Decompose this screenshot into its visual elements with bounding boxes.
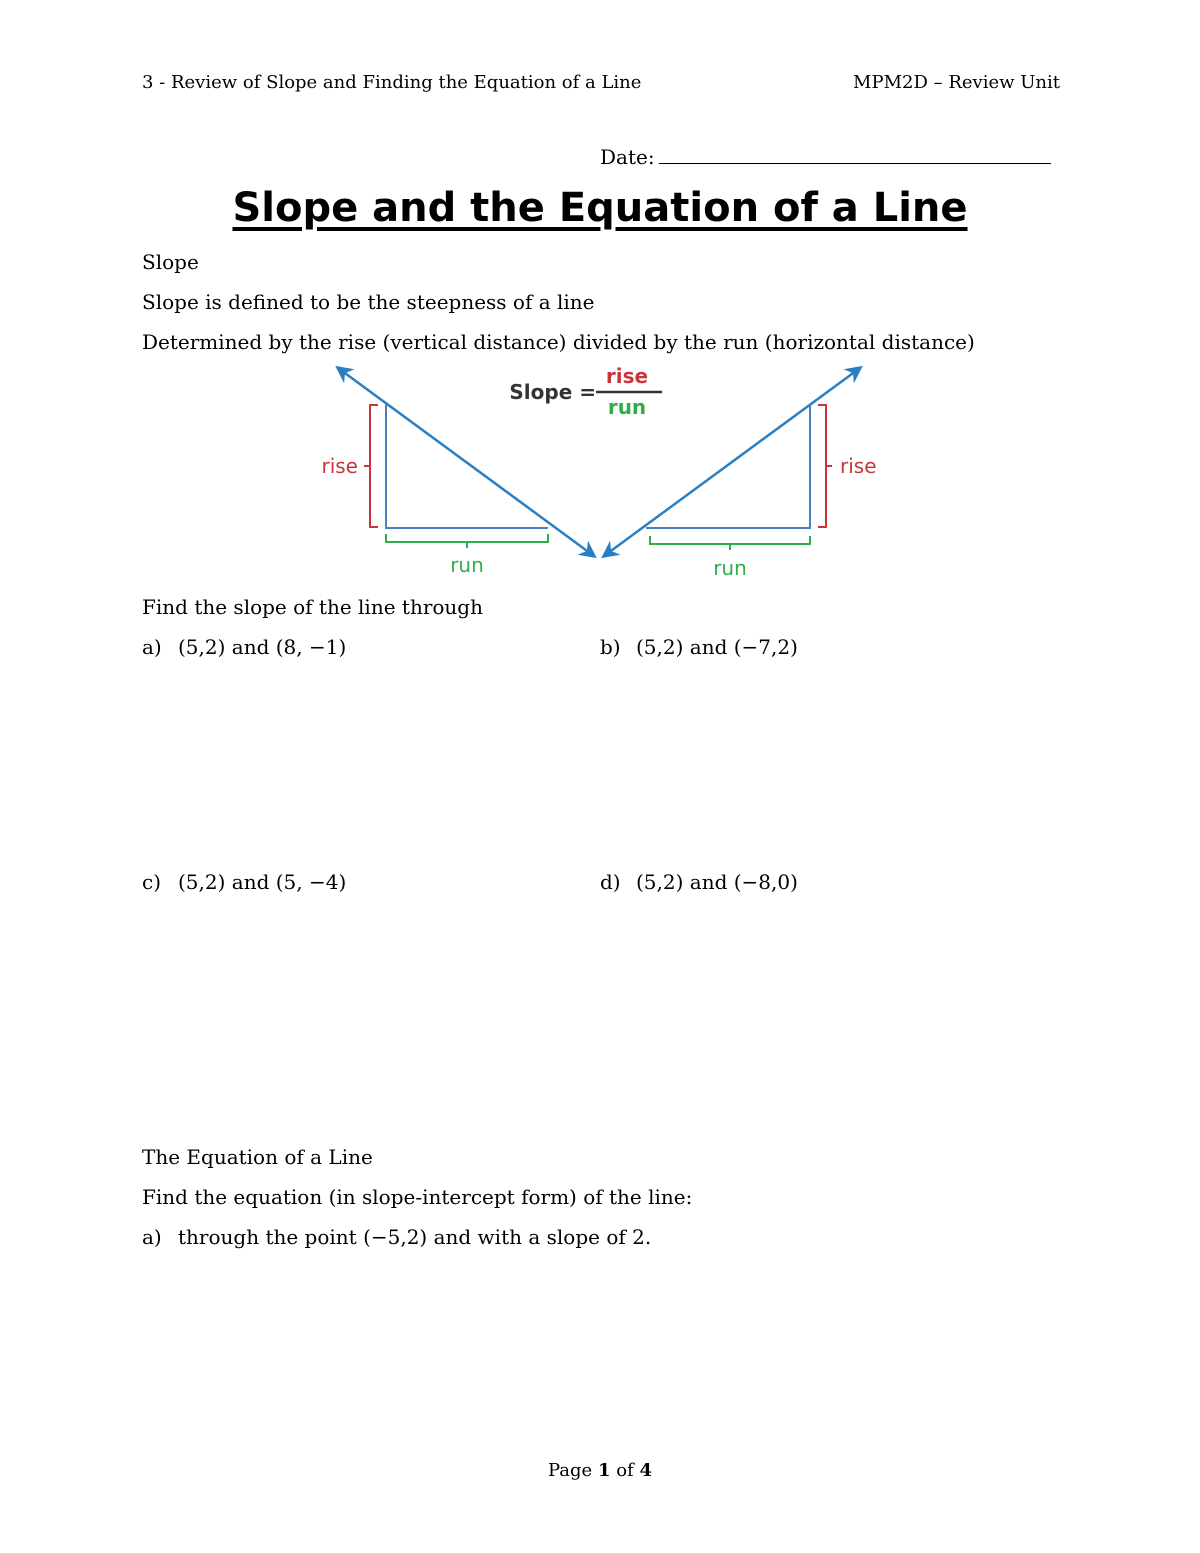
equation-heading: The Equation of a Line <box>142 1145 373 1169</box>
problem-label: a) <box>142 635 162 659</box>
equation-problem-a <box>142 1225 651 1249</box>
problem-text: (5,2) and (−8,0) <box>636 870 798 894</box>
right-rise-bracket <box>818 405 832 527</box>
problem-label: d) <box>600 870 621 894</box>
page-number: 1 <box>597 1460 611 1481</box>
problem-text: through the point (−5,2) and with a slope of 2. <box>178 1225 652 1249</box>
header-right: MPM2D – Review Unit <box>853 72 1060 93</box>
slope-problem-b <box>600 635 798 659</box>
slope-problem-a <box>142 635 346 659</box>
slope-diagram <box>290 362 890 582</box>
slope-determined: Determined by the rise (vertical distance) divided by the run (horizontal distance) <box>142 330 975 354</box>
problem-text: (5,2) and (5, −4) <box>178 870 347 894</box>
problem-label: b) <box>600 635 621 659</box>
formula-numerator: rise <box>605 364 649 388</box>
page-total: 4 <box>639 1460 652 1481</box>
slope-heading: Slope <box>142 250 199 274</box>
formula-denominator: run <box>607 395 647 419</box>
slope-formula-label: Slope = <box>509 380 596 404</box>
page-title: Slope and the Equation of a Line <box>232 185 968 231</box>
page-word: Page <box>548 1460 593 1481</box>
date-label: Date: <box>600 145 655 169</box>
left-rise-label: rise <box>321 454 358 478</box>
right-run-label: run <box>713 556 747 580</box>
equation-prompt: Find the equation (in slope-intercept form) of the line: <box>142 1185 693 1209</box>
problem-label: a) <box>142 1225 162 1249</box>
left-run-label: run <box>450 553 484 577</box>
date-field <box>600 145 1051 169</box>
page-footer <box>0 1460 1200 1481</box>
left-run-bracket <box>386 534 548 548</box>
slope-problem-c <box>142 870 346 894</box>
problem-text: (5,2) and (8, −1) <box>178 635 347 659</box>
problem-label: c) <box>142 870 162 894</box>
date-blank-line <box>659 149 1051 164</box>
of-word: of <box>616 1460 634 1481</box>
right-rise-label: rise <box>840 454 877 478</box>
left-rise-bracket <box>364 405 378 527</box>
problem-text: (5,2) and (−7,2) <box>636 635 798 659</box>
slope-problem-d <box>600 870 798 894</box>
slope-definition: Slope is defined to be the steepness of a line <box>142 290 595 314</box>
find-slope-prompt: Find the slope of the line through <box>142 595 483 619</box>
header-left: 3 - Review of Slope and Finding the Equation of a Line <box>142 72 642 93</box>
right-run-bracket <box>650 536 810 550</box>
